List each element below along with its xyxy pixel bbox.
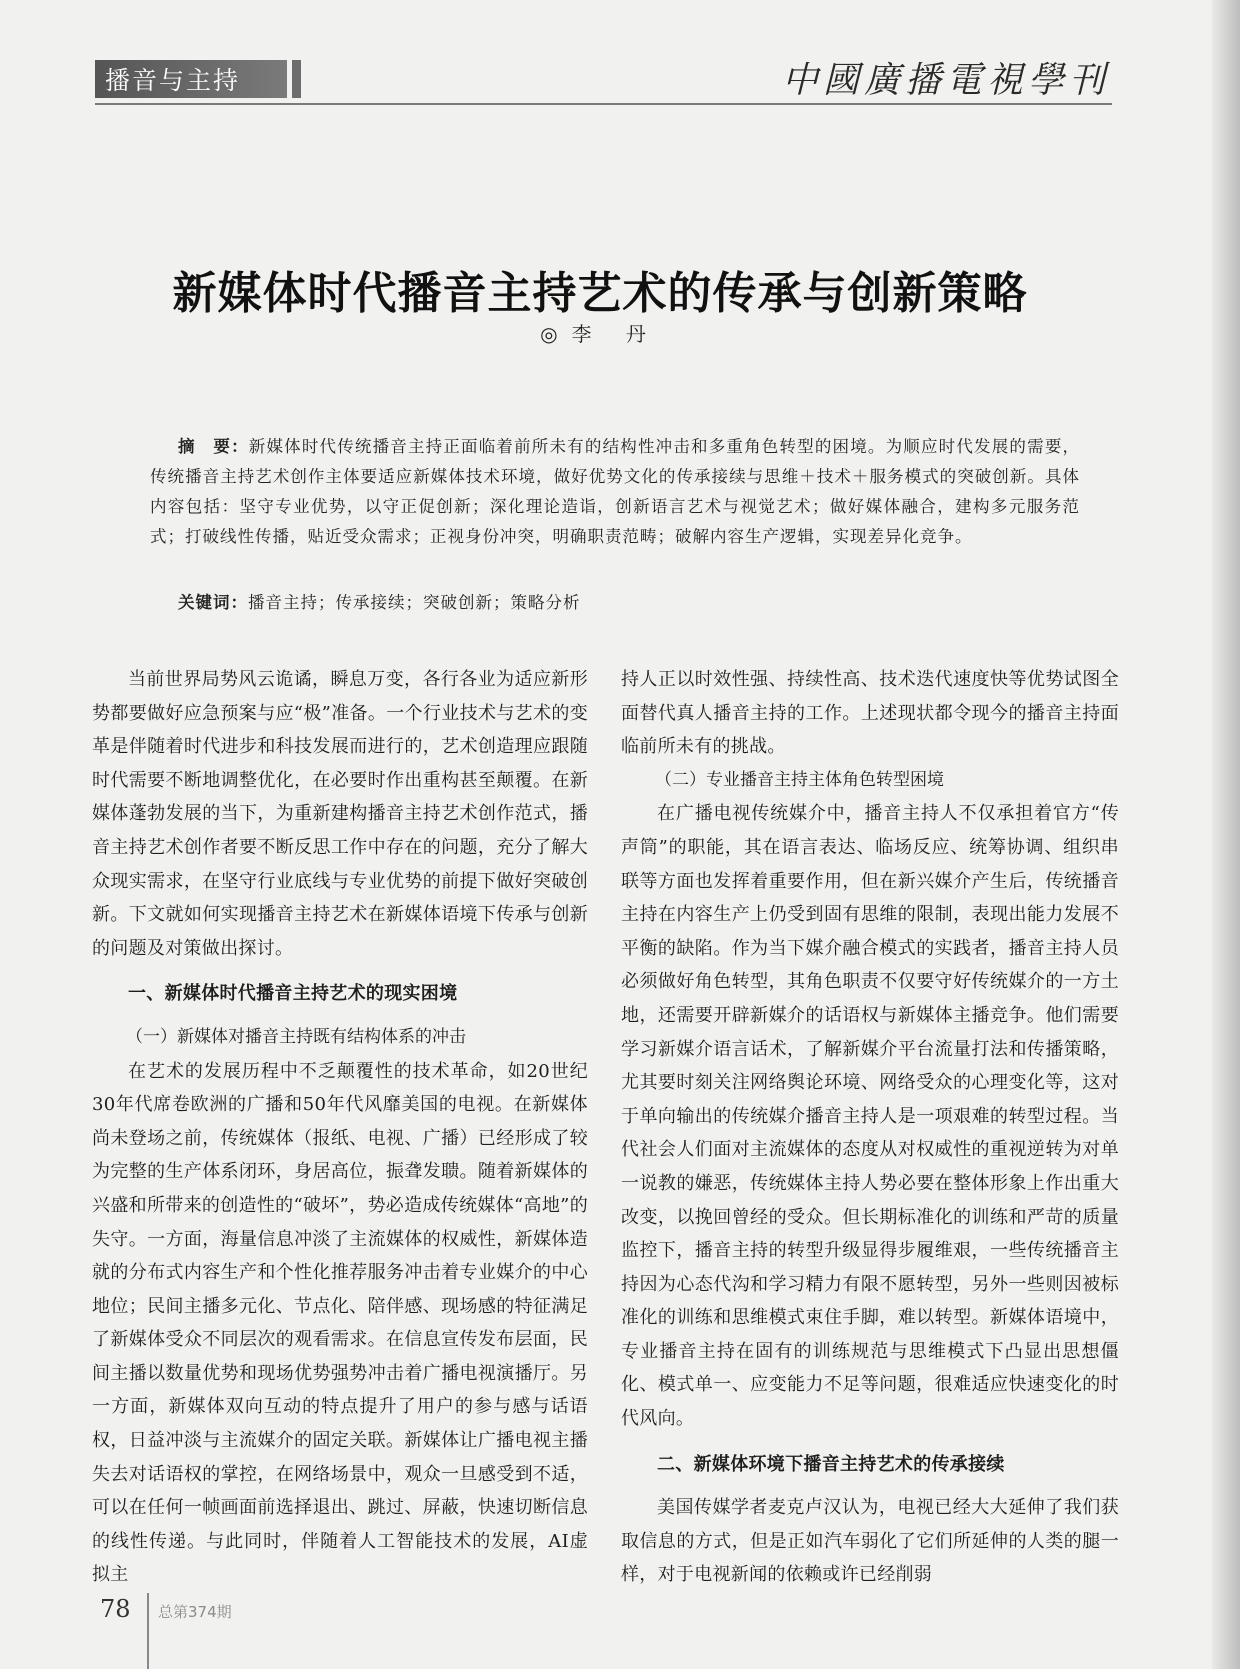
paragraph: 在广播电视传统媒介中，播音主持人不仅承担着官方“传声筒”的职能，其在语言表达、临场反应、统筹协调、组织串联等方面也发挥着重要作用，但在新兴媒介产生后，传统播音主持在内容生产上仍受到固有思维的限制，表现出能力发展不平衡的缺陷。作为当下媒介融合模式的实践者，播音主持人员必须做好角色转型，其角色职责不仅要守好传统媒介的一方土地，还需要开辟新媒介的话语权与新媒体主播竞争。他们需要学习新媒介语言话术，了解新媒介平台流量打法和传播策略，尤其要时刻关注网络舆论环境、网络受众的心理变化等，这对于单向输出的传统媒介播音主持人是一项艰难的转型过程。当代社会人们面对主流媒体的态度从对权威性的重视逆转为对单一说教的嫌恶，传统媒体主持人势必要在整体形象上作出重大改变，以挽回曾经的受众。但长期标准化的训练和严苛的质量监控下，播音主持的转型升级显得步履维艰，一些传统播音主持因为心态代沟和学习精力有限不愿转型，另外一些则因被标准化的训练和思维模式束住手脚，难以转型。新媒体语境中，专业播音主持在固有的训练规范与思维模式下凸显出思想僵化、模式单一、应变能力不足等问题，很难适应快速变化的时代风向。	[621, 803, 1119, 1430]
left-column	[92, 663, 588, 1592]
abstract-text: 新媒体时代传统播音主持正面临着前所未有的结构性冲击和多重角色转型的困境。为顺应时代发展的需要，传统播音主持艺术创作主体要适应新媒体技术环境，做好优势文化的传承接续与思维＋技术＋服务模式的突破创新。具体内容包括：坚守专业优势，以守正促创新；深化理论造诣，创新语言艺术与视觉艺术；做好媒体融合，建构多元服务范式；打破线性传播，贴近受众需求；正视身份冲突，明确职责范畴；破解内容生产逻辑，实现差异化竞争。	[150, 437, 1081, 546]
page-number: 78	[100, 1595, 131, 1623]
page-edge-shadow	[1212, 0, 1240, 1669]
abstract-label: 摘 要：	[178, 437, 249, 456]
issue-number: 总第374期	[158, 1603, 232, 1621]
header-rule	[95, 103, 1112, 105]
section-heading: 一、新媒体时代播音主持艺术的现实困境	[128, 983, 458, 1005]
keywords-label: 关键词：	[178, 593, 248, 612]
paragraph: 美国传媒学者麦克卢汉认为，电视已经大大延伸了我们获取信息的方式，但是正如汽车弱化了它们所延伸的人类的腿一样，对于电视新闻的依赖或许已经削弱	[621, 1497, 1119, 1586]
abstract	[150, 432, 1080, 552]
keywords	[178, 589, 1078, 613]
keywords-text: 播音主持；传承接续；突破创新；策略分析	[248, 593, 581, 612]
section-tag-bar	[292, 60, 301, 98]
journal-name: 中國廣播電視學刊	[781, 60, 1110, 101]
paragraph: 当前世界局势风云诡谲，瞬息万变，各行各业为适应新形势都要做好应急预案与应“极”准备。一个行业技术与艺术的变革是伴随着时代进步和科技发展而进行的，艺术创造理应跟随时代需要不断地调整优化，在必要时作出重构甚至颠覆。在新媒体蓬勃发展的当下，为重新建构播音主持艺术创作范式，播音主持艺术创作者要不断反思工作中存在的问题，充分了解大众现实需求，在坚守行业底线与专业优势的前提下做好突破创新。下文就如何实现播音主持艺术在新媒体语境下传承与创新的问题及对策做出探讨。	[92, 669, 588, 959]
section-heading: 二、新媒体环境下播音主持艺术的传承接续	[657, 1453, 1005, 1475]
article-title: 新媒体时代播音主持艺术的传承与创新策略	[172, 268, 1028, 320]
section-tag-label: 播音与主持	[105, 66, 241, 95]
right-column	[621, 663, 1119, 1592]
section-tag	[95, 60, 287, 98]
article-author: ◎李 丹	[540, 322, 660, 346]
subsection-heading: （一）新媒体对播音主持既有结构体系的冲击	[126, 1026, 466, 1047]
subsection-heading: （二）专业播音主持主体角色转型困境	[655, 769, 944, 790]
footer-rule	[147, 1593, 149, 1669]
paragraph: 在艺术的发展历程中不乏颠覆性的技术革命，如20世纪30年代席卷欧洲的广播和50年代风靡美国的电视。在新媒体尚未登场之前，传统媒体（报纸、电视、广播）已经形成了较为完整的生产体系闭环，身居高位，振聋发聩。随着新媒体的兴盛和所带来的创造性的“破坏”，势必造成传统媒体“高地”的失守。一方面，海量信息冲淡了主流媒体的权威性，新媒体造就的分布式内容生产和个性化推荐服务冲击着专业媒介的中心地位；民间主播多元化、节点化、陪伴感、现场感的特征满足了新媒体受众不同层次的观看需求。在信息宣传发布层面，民间主播以数量优势和现场优势强势冲击着广播电视演播厅。另一方面，新媒体双向互动的特点提升了用户的参与感与话语权，日益冲淡与主流媒介的固定关联。新媒体让广播电视主播失去对话语权的掌控，在网络场景中，观众一旦感受到不适，可以在任何一帧画面前选择退出、跳过、屏蔽，快速切断信息的线性传递。与此同时，伴随着人工智能技术的发展，AI虚拟主	[92, 1060, 588, 1586]
paragraph: 持人正以时效性强、持续性高、技术迭代速度快等优势试图全面替代真人播音主持的工作。上述现状都令现今的播音主持面临前所未有的挑战。	[621, 669, 1119, 758]
